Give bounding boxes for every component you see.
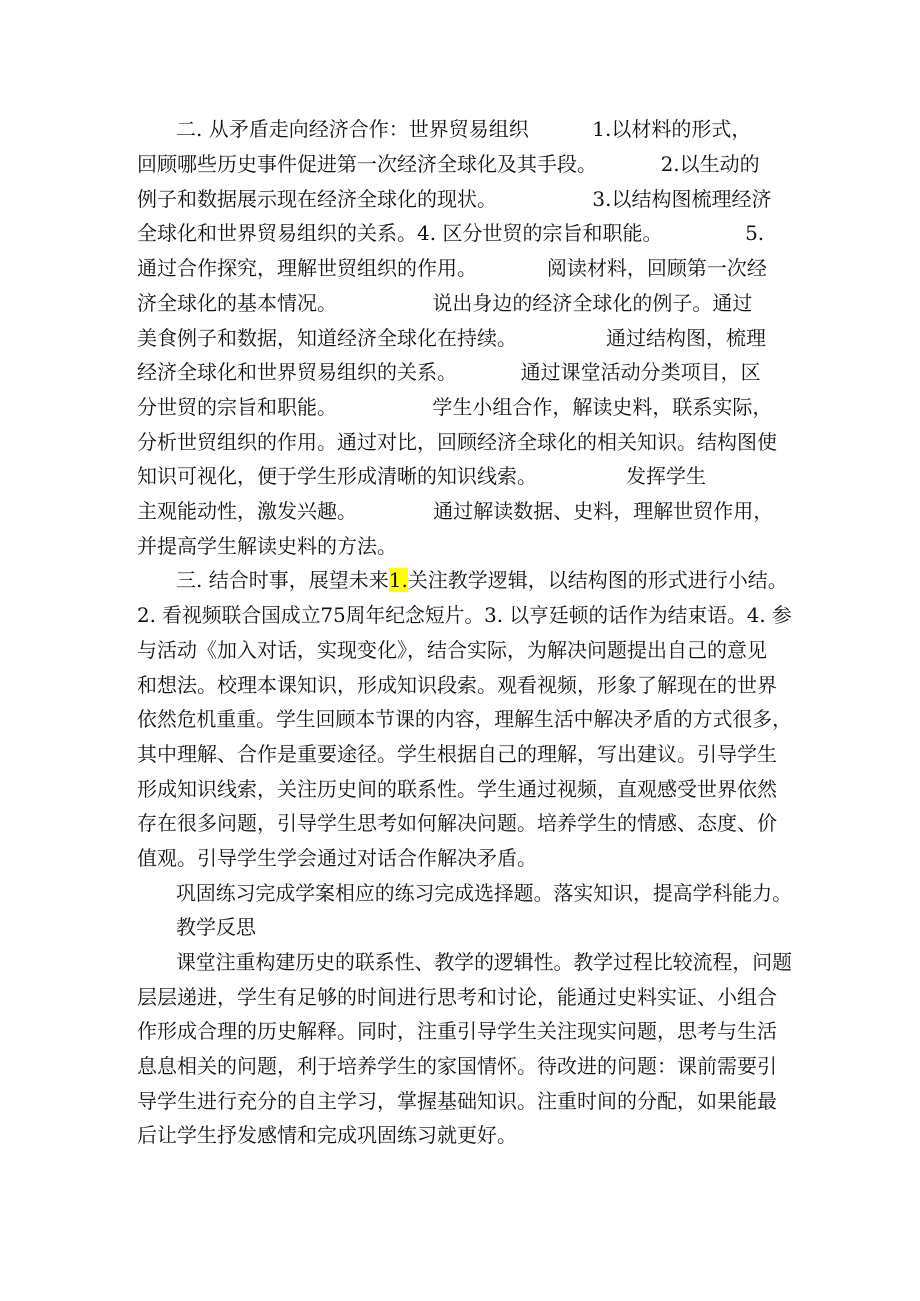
section3-heading: 三. 结合时事，展望未来 xyxy=(176,568,389,592)
reflection-line-6: 后让学生抒发感情和完成巩固练习就更好。 xyxy=(137,1123,517,1147)
section2-line-1: 二. 从矛盾走向经济合作：世界贸易组织 1.以材料的形式， xyxy=(176,117,752,141)
section3-line-4: 和想法。校理本课知识，形成知识段索。观看视频，形象了解现在的世界 xyxy=(137,673,777,697)
section3-line-9: 值观。引导学生学会通过对话合作解决矛盾。 xyxy=(137,846,537,870)
section2-line-6: 济全球化的基本情况。 说出身边的经济全球化的例子。通过 xyxy=(137,291,753,315)
section3-line-1-rest: 关注教学逻辑，以结构图的形式进行小结。 xyxy=(407,568,788,592)
section3-line-1 xyxy=(176,566,788,594)
section3-line-2: 2. 看视频联合国成立75周年纪念短片。3. 以亨廷顿的话作为结束语。4. 参 xyxy=(137,603,792,627)
section2-line-9: 分世贸的宗旨和职能。 学生小组合作，解读史料，联系实际， xyxy=(137,395,773,419)
section3-line-3: 与活动《加入对话，实现变化》，结合实际，为解决问题提出自己的意见 xyxy=(137,638,767,662)
section2-line-13: 并提高学生解读史料的方法。 xyxy=(137,534,397,558)
practice-line: 巩固练习完成学案相应的练习完成选择题。落实知识，提高学科能力。 xyxy=(176,881,792,905)
reflection-line-4: 息息相关的问题，利于培养学生的家国情怀。待改进的问题：课前需要引 xyxy=(137,1054,777,1078)
section2-line-7: 美食例子和数据，知道经济全球化在持续。 通过结构图，梳理 xyxy=(137,326,767,350)
section2-line-11: 知识可视化，便于学生形成清晰的知识线索。 发挥学生 xyxy=(137,464,707,488)
reflection-line-3: 作形成合理的历史解释。同时，注重引导学生关注现实问题，思考与生活 xyxy=(137,1019,777,1043)
reflection-line-1: 课堂注重构建历史的联系性、教学的逻辑性。教学过程比较流程，问题 xyxy=(176,950,792,974)
section2-line-3: 例子和数据展示现在经济全球化的现状。 3.以结构图梳理经济 xyxy=(137,187,772,211)
section2-line-10: 分析世贸组织的作用。通过对比，回顾经济全球化的相关知识。结构图使 xyxy=(137,430,777,454)
section2-line-8: 经济全球化和世界贸易组织的关系。 通过课堂活动分类项目，区 xyxy=(137,360,761,384)
reflection-heading: 教学反思 xyxy=(176,915,256,939)
section2-line-4: 全球化和世界贸易组织的关系。4. 区分世贸的宗旨和职能。 5. xyxy=(137,221,765,245)
reflection-line-5: 导学生进行充分的自主学习，掌握基础知识。注重时间的分配，如果能最 xyxy=(137,1089,777,1113)
section2-line-2: 回顾哪些历史事件促进第一次经济全球化及其手段。 2.以生动的 xyxy=(137,152,760,176)
reflection-line-2: 层层递进，学生有足够的时间进行思考和讨论，能通过史料实证、小组合 xyxy=(137,985,777,1009)
section3-line-8: 存在很多问题，引导学生思考如何解决问题。培养学生的情感、态度、价 xyxy=(137,811,777,835)
section3-line-6: 其中理解、合作是重要途径。学生根据自己的理解，写出建议。引导学生 xyxy=(137,742,777,766)
section3-line-5: 依然危机重重。学生回顾本节课的内容，理解生活中解决矛盾的方式很多， xyxy=(137,707,792,731)
section2-line-12: 主观能动性，激发兴趣。 通过解读数据、史料，理解世贸作用， xyxy=(137,499,774,523)
section2-line-5: 通过合作探究，理解世贸组织的作用。 阅读材料，回顾第一次经 xyxy=(137,256,767,280)
section3-line-7: 形成知识线索，关注历史间的联系性。学生通过视频，直观感受世界依然 xyxy=(137,777,777,801)
highlighted-number: 1. xyxy=(388,568,408,592)
